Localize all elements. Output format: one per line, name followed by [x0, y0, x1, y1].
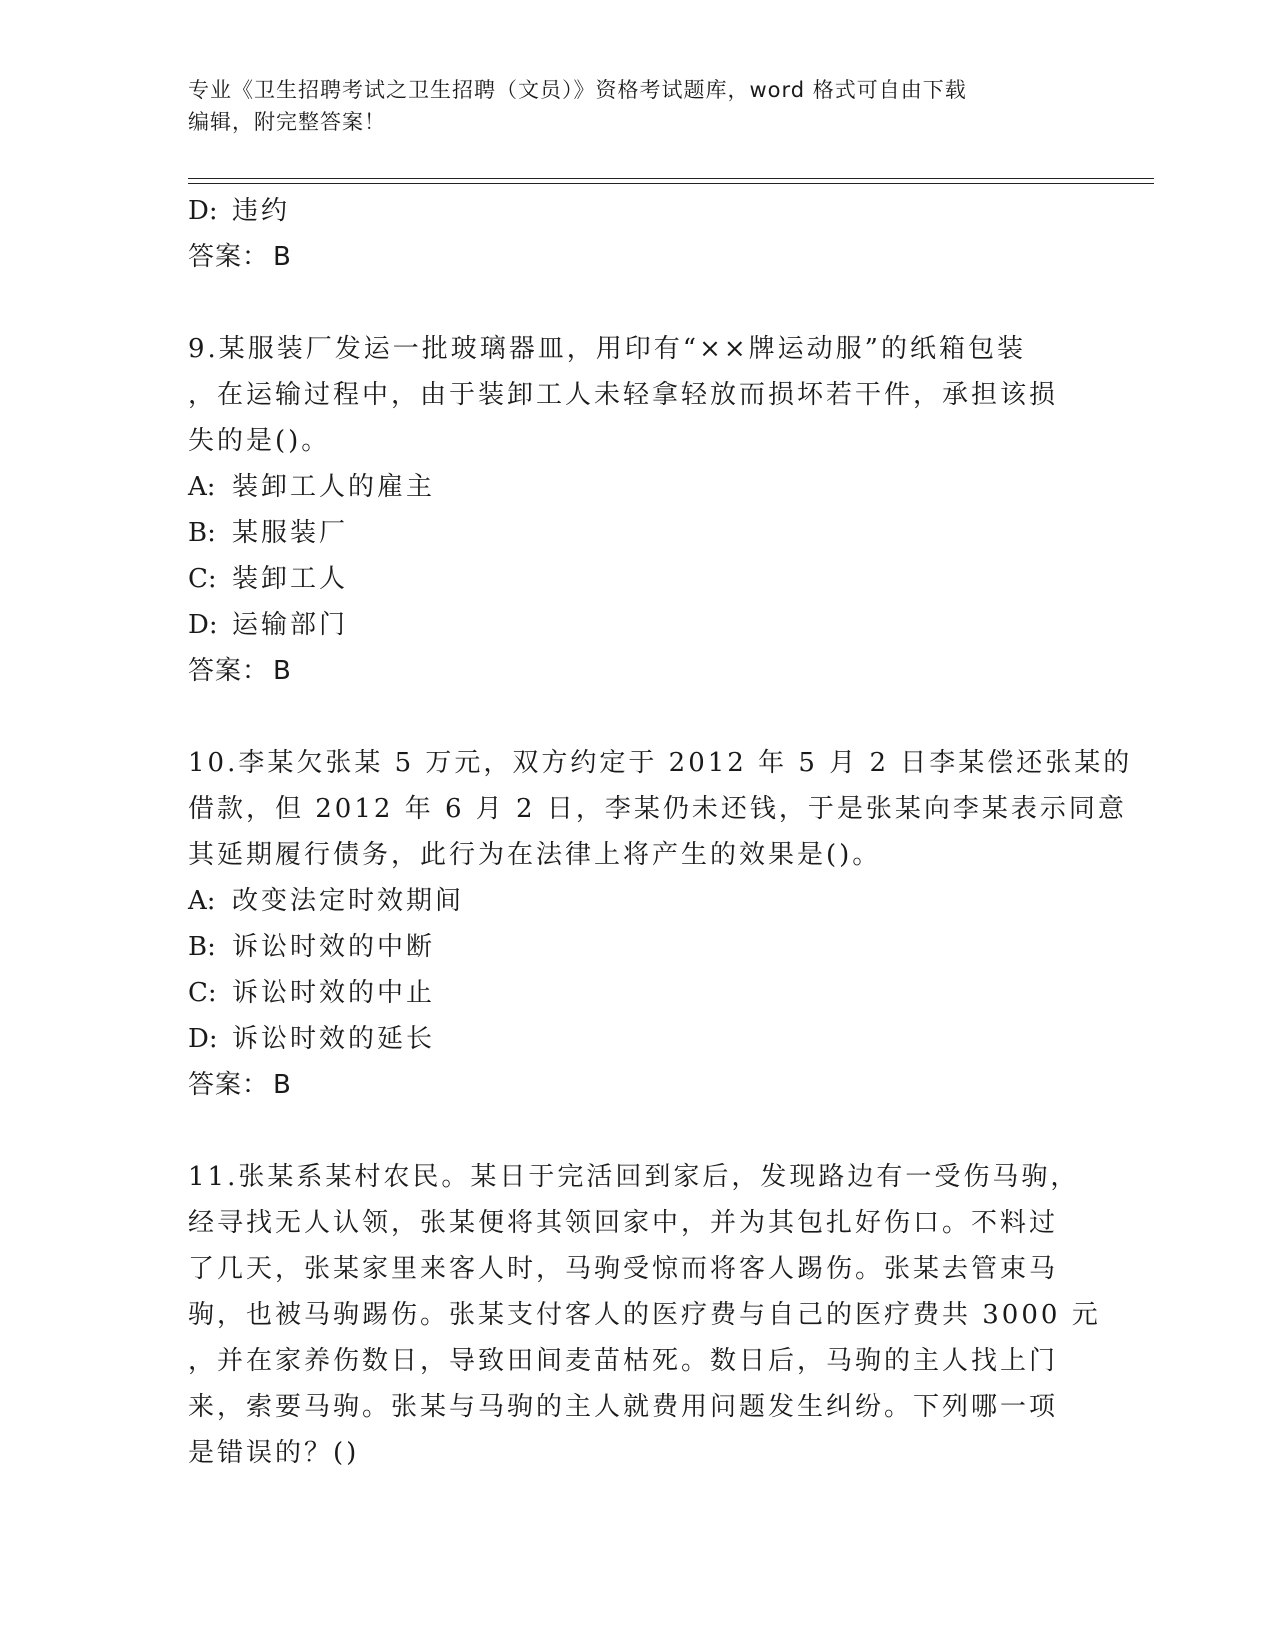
answer [188, 648, 1088, 694]
question-10 [188, 740, 1133, 1108]
header-line-2: 编辑，附完整答案！ [188, 110, 386, 134]
option-text: 诉讼时效的延长 [232, 1024, 436, 1054]
option-d [188, 602, 1088, 648]
header-note [188, 74, 1068, 138]
question-9 [188, 326, 1088, 694]
question-text-line: 是错误的？() [188, 1438, 360, 1468]
option-a [188, 464, 1088, 510]
answer-prev [188, 234, 1088, 280]
option-text: 诉讼时效的中止 [232, 978, 436, 1008]
question-text-line: 借款，但 2012 年 6 月 2 日，李某仍未还钱，于是张某向李某表示同意 [188, 794, 1127, 824]
question-text-line: 了几天，张某家里来客人时，马驹受惊而将客人踢伤。张某去管束马 [188, 1254, 1059, 1284]
option-text: 装卸工人的雇主 [232, 472, 436, 502]
option-text: 运输部门 [232, 610, 349, 640]
option-text: 装卸工人 [232, 564, 349, 594]
question-text-line: 驹，也被马驹踢伤。张某支付客人的医疗费与自己的医疗费共 3000 元 [188, 1300, 1101, 1330]
option-letter: A: [188, 886, 216, 916]
question-text-line: ，并在家养伤数日，导致田间麦苗枯死。数日后，马驹的主人找上门 [188, 1346, 1059, 1376]
header-divider-top [188, 178, 1154, 179]
option-b [188, 924, 1088, 970]
option-d [188, 1016, 1088, 1062]
question-text-line: 经寻找无人认领，张某便将其领回家中，并为其包扎好伤口。不料过 [188, 1208, 1059, 1238]
option-text: 违约 [232, 196, 291, 226]
option-text: 诉讼时效的中断 [232, 932, 436, 962]
option-letter: B: [188, 932, 216, 962]
answer-value: B [273, 1070, 292, 1100]
option-text: 改变法定时效期间 [232, 886, 465, 916]
option-text: 某服装厂 [232, 518, 349, 548]
question-11 [188, 1154, 1101, 1476]
option-letter: B: [188, 518, 216, 548]
header-line-1: 专业《卫生招聘考试之卫生招聘（文员）》资格考试题库，word 格式可自由下载 [188, 78, 967, 102]
question-text-line: 11.张某系某村农民。某日于完活回到家后，发现路边有一受伤马驹， [188, 1162, 1080, 1192]
answer-label: 答案： [188, 656, 270, 686]
question-text-line: 来，索要马驹。张某与马驹的主人就费用问题发生纠纷。下列哪一项 [188, 1392, 1059, 1422]
answer-value: B [273, 242, 292, 272]
option-letter: A: [188, 472, 216, 502]
option-letter: D: [188, 1024, 218, 1054]
option-d-prev [188, 188, 1088, 234]
option-c [188, 556, 1088, 602]
question-text-line: 10.李某欠张某 5 万元，双方约定于 2012 年 5 月 2 日李某偿还张某的 [188, 748, 1133, 778]
question-text-line: ，在运输过程中，由于装卸工人未轻拿轻放而损坏若干件，承担该损 [188, 380, 1059, 410]
option-a [188, 878, 1088, 924]
question-text-line: 9.某服装厂发运一批玻璃器皿，用印有“××牌运动服”的纸箱包装 [188, 334, 1026, 364]
question-text-line: 其延期履行债务，此行为在法律上将产生的效果是()。 [188, 840, 882, 870]
option-letter: D: [188, 196, 218, 226]
header-divider-bottom [188, 183, 1154, 184]
option-letter: C: [188, 978, 217, 1008]
question-text-line: 失的是()。 [188, 426, 331, 456]
option-letter: C: [188, 564, 217, 594]
option-c [188, 970, 1088, 1016]
answer-value: B [273, 656, 292, 686]
option-b [188, 510, 1088, 556]
option-letter: D: [188, 610, 218, 640]
question-content [188, 188, 1133, 1476]
answer [188, 1062, 1088, 1108]
answer-label: 答案： [188, 1070, 270, 1100]
answer-label: 答案： [188, 242, 270, 272]
